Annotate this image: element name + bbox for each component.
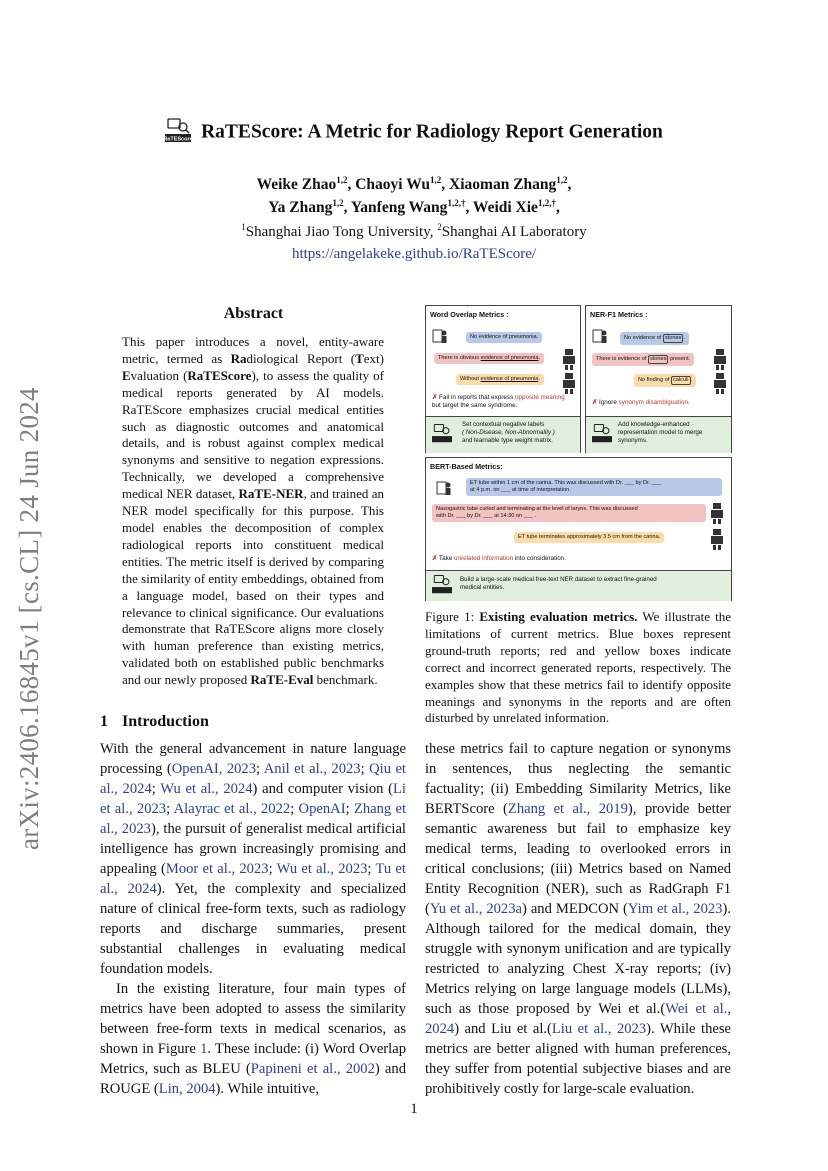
doctor-icon [436, 480, 452, 496]
word-overlap-panel [425, 305, 581, 453]
author-name: Chaoyi Wu [355, 176, 431, 194]
intro-paragraph-1: With the general advancement in nature language processing (OpenAI, 2023; Anil et al., 2023; Qiu et al., 2024; Wu et al., 2024) and computer vision (Li et al., 2023; Alayrac et al., 2022; OpenAI; Zhang et al., 2023), the pursuit of generalist medical artificial intelligence has grown increasingly promising and appealing (Moor et al., 2023; Wu et al., 2023; Tu et al., 2024). Yet, the complexity and specialized nature of clinical free-form texts, such as radiology reports and discharge summaries, present substantial challenges in evaluating medical foundation models. [100, 741, 406, 977]
panel-title: BERT-Based Metrics: [430, 462, 503, 471]
affiliations: $^1$Shanghai Jiao Tong University, $^2$Shanghai AI Laboratory [241, 222, 587, 240]
citation-link[interactable]: Yu et al., 2023a [429, 901, 522, 917]
wrong-report: Without evidence of pneumonia. [456, 374, 544, 385]
logo-text: RaTEScore [163, 136, 193, 143]
citation-link[interactable]: Yim et al., 2023 [627, 901, 723, 917]
intro-paragraph-3: these metrics fail to capture negation or synonyms in sentences, thus neglecting the semantic factuality; (ii) Embedding Similarity Metrics, like BERTScore (Zhang et al., 2019), provide better semantic awareness but fail to emphasize key medical terms, leading to overlooked errors in critical conclusions; (iii) Metrics based on Named Entity Recognition (NER), such as RadGraph F1 (Yu et al., 2023a) and MEDCON (Yim et al., 2023). Although tailored for the medical domain, they struggle with synonym unification and are typically restricted to analyzing Chest X-ray reports; (iv) Metrics relying on large language models (LLMs), such as those proposed by Wei et al.(Wei et al., 2024) and Liu et al.(Liu et al., 2023). While these metrics are better aligned with human preferences, they suffer from potential subjective biases and are prohibitively costly for large-scale evaluation. [425, 741, 732, 1097]
citation-link[interactable]: OpenAI, 2023 [171, 761, 257, 777]
wrong-report: ET tube terminates approximately 3.5 cm from the carina. [514, 532, 664, 543]
project-url-link[interactable]: https://angelakeke.github.io/RaTEScore/ [291, 246, 537, 262]
title-text: RaTEScore: A Metric for Radiology Report Generation [201, 121, 663, 143]
author-sup: 1,2 [336, 175, 348, 185]
author-sup: 1,2,† [537, 198, 556, 208]
panel-title: Word Overlap Metrics : [430, 310, 509, 319]
citation-link[interactable]: Papineni et al., 2002 [250, 1061, 375, 1077]
ground-truth-report: ET tube within 1 cm of the carina. This was discussed with Dr. ___ by Dr. ___ at 4 p.m. on ___ at time of interpretation. [466, 478, 722, 496]
figure-1 [425, 305, 731, 599]
author-name: Yanfeng Wang [350, 199, 448, 217]
paper-title [0, 118, 828, 148]
solution-text: Set contextual negative labels ( Non-Disease, Non-Abnormality ) and learnable type weight matrix. [462, 421, 555, 444]
citation-link[interactable]: Qiu et al., 2024 [100, 761, 406, 797]
solution-text: Build a large-scale medical free-text NER dataset to extract fine-grained medical entities. [460, 576, 657, 591]
correct-report: There is evidence of stones present. [592, 353, 694, 366]
page-number: 1 [410, 1101, 418, 1117]
doctor-icon [592, 328, 608, 344]
authors-line-2: Ya Zhang$^{1,2}$, Yanfeng Wang$^{1,2,\dagger}$, Weidi Xie$^{1,2,\dagger}$, [268, 198, 560, 217]
author-name: Xiaoman Zhang [449, 176, 557, 194]
citation-link[interactable]: Zhang et al., 2023 [100, 801, 406, 837]
failure-note: ✗ Fail in reports that express opposite meaning but target the same syndrome. [432, 394, 565, 409]
author-sup: 1,2 [332, 198, 344, 208]
citation-link[interactable]: Tu et al., 2024 [100, 861, 406, 897]
robot-icon [710, 502, 724, 524]
authors-line-1: Weike Zhao$^{1,2}$, Chaoyi Wu$^{1,2}$, Xiaoman Zhang$^{1,2}$, [256, 175, 572, 194]
abstract-body: This paper introduces a novel, entity-aware metric, termed as Radiological Report (Text) Evaluation (RaTEScore), to assess the quality of medical reports generated by AI models. RaTEScore emphasizes crucial medical entities such as diagnostic outcomes and anatomical details, and is robust against complex medical synonyms and sensitive to negation expressions. Technically, we developed a comprehensive medical NER dataset, RaTE-NER, and trained an NER model specifically for this purpose. This model enables the decomposition of complex radiological reports into constituent medical entities. The metric itself is derived by comparing the similarity of entity embeddings, obtained from a language model, based on their types and relevance to clinical significance. Our evaluations demonstrate that RaTEScore aligns more closely with human preference than existing metrics, validated both on established public benchmarks and our newly proposed RaTE-Eval benchmark. [122, 334, 384, 688]
citation-link[interactable]: Zhang et al., 2019 [507, 801, 628, 817]
ground-truth-report: No evidence of stones . [620, 332, 689, 345]
arxiv-identifier: arXiv:2406.16845v1 [cs.CL] 24 Jun 2024 [14, 387, 44, 850]
doctor-icon [432, 328, 448, 344]
failure-note: ✗ Ignore synonym disambiguation. [592, 399, 690, 406]
ratescore-logo-icon [592, 423, 612, 443]
failure-note: ✗ Take unrelated information into consideration. [432, 555, 567, 562]
correct-report: Nasogastric tube curled and terminating at the level of larynx. This was discussed with Dr. ___ by Dr. ___ at 14:30 on ___ . [432, 504, 706, 522]
citation-link[interactable]: Alayrac et al., 2022 [173, 801, 291, 817]
robot-icon [562, 372, 576, 394]
citation-link[interactable]: Lin, 2004 [158, 1081, 216, 1097]
ratescore-logo-icon [432, 574, 452, 594]
solution-text: Add knowledge-enhanced representation model to merge synonyms. [618, 421, 703, 444]
author-sup: 1,2 [430, 175, 442, 185]
author-name: Weike Zhao [256, 176, 337, 194]
robot-icon [713, 372, 727, 394]
citation-link[interactable]: Moor et al., 2023 [165, 861, 269, 877]
author-sup: 1,2 [556, 175, 568, 185]
figure-ref-link[interactable]: 1 [200, 1041, 208, 1057]
citation-link[interactable]: OpenAI [298, 801, 346, 817]
ner-f1-panel [585, 305, 732, 453]
citation-link[interactable]: Li et al., 2023 [100, 781, 406, 817]
panel-title: NER-F1 Metrics : [590, 310, 648, 319]
robot-icon [710, 528, 724, 550]
robot-icon [713, 348, 727, 370]
abstract-heading: Abstract [223, 305, 284, 322]
citation-link[interactable]: Anil et al., 2023 [263, 761, 361, 777]
citation-link[interactable]: Wei et al., 2024 [425, 1001, 731, 1037]
ratescore-logo-icon [165, 118, 191, 148]
bert-based-panel [425, 457, 732, 601]
intro-left-column [100, 739, 406, 1099]
robot-icon [562, 348, 576, 370]
intro-paragraph-2: In the existing literature, four main types of metrics have been adopted to assess the similarity between free-form texts in medical scenarios, as shown in Figure 1. These include: (i) Word Overlap Metrics, such as BLEU (Papineni et al., 2002) and ROUGE (Lin, 2004). While intuitive, [100, 981, 406, 1097]
citation-link[interactable]: Wu et al., 2024 [160, 781, 253, 797]
correct-report: There is obvious evidence of pneumonia. [434, 353, 544, 364]
wrong-report: No finding of calculi . [634, 374, 696, 387]
citation-link[interactable]: Liu et al., 2023 [551, 1021, 647, 1037]
intro-right-column [425, 739, 731, 1099]
author-sup: 1,2,† [447, 198, 466, 208]
figure-caption: Figure 1: Existing evaluation metrics. We illustrate the limitations of current metrics. Blue boxes represent ground-truth reports; red and yellow boxes indicate correct and incorrect generated reports, respectively. The examples show that these metrics fail to identify opposite meanings and synonyms in the reports and are often disturbed by unrelated information. [425, 609, 731, 726]
ground-truth-report: No evidence of pneumonia. [466, 332, 542, 343]
author-name: Weidi Xie [472, 199, 538, 217]
author-name: Ya Zhang [268, 199, 333, 217]
section-heading: 1 Introduction [100, 713, 209, 730]
ratescore-logo-icon [432, 423, 452, 443]
citation-link[interactable]: Wu et al., 2023 [276, 861, 368, 877]
